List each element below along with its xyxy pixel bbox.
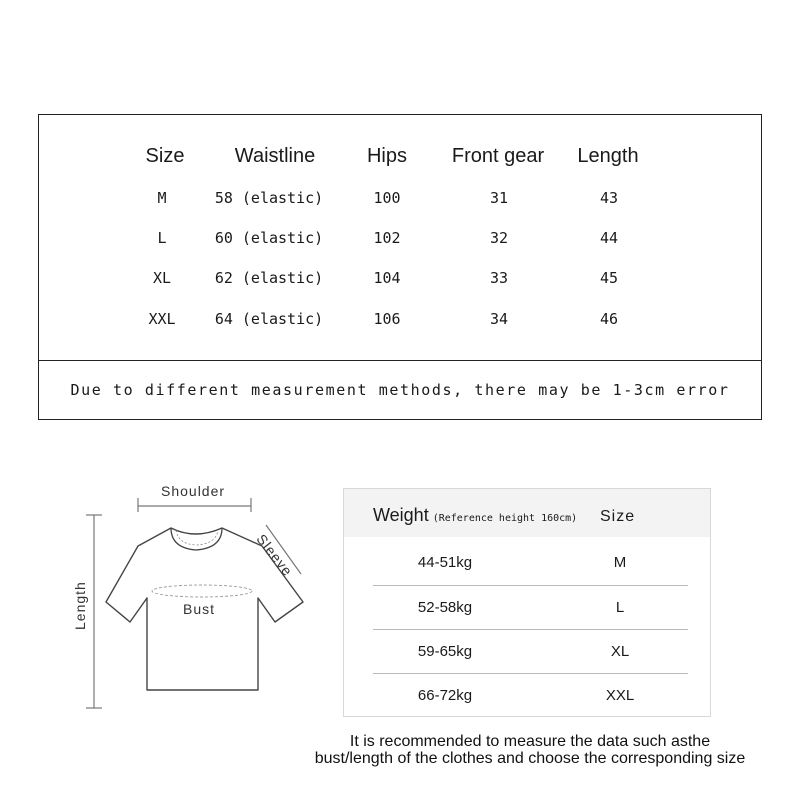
measurement-error-note: Due to different measurement methods, there may be 1-3cm error [70, 381, 730, 399]
size-value: L [615, 599, 625, 616]
cell-waistline: 64 (elastic) [214, 310, 324, 328]
size-chart-table [38, 114, 762, 420]
cell-size: XXL [148, 310, 176, 328]
header-length: Length [577, 145, 639, 167]
cell-front-gear: 31 [489, 189, 509, 207]
cell-hips: 102 [373, 229, 401, 247]
cell-length: 45 [599, 269, 619, 287]
reference-height-note: (Reference height 160cm) [432, 513, 578, 524]
header-size: Size [145, 145, 185, 167]
cell-size: L [157, 229, 167, 247]
header-waistline: Waistline [234, 145, 316, 167]
cell-front-gear: 32 [489, 229, 509, 247]
weight-range: 59-65kg [417, 643, 473, 660]
weight-table-header [344, 489, 710, 537]
header-hips: Hips [366, 145, 408, 167]
sleeve-label: Sleeve [253, 531, 297, 580]
size-header: Size [600, 508, 636, 525]
cell-front-gear: 34 [489, 310, 509, 328]
tshirt-outline-icon [70, 470, 330, 720]
table-row [373, 585, 688, 630]
weight-range: 66-72kg [417, 687, 473, 704]
weight-title-text: Weight [373, 505, 429, 525]
size-value: M [613, 554, 627, 571]
tshirt-diagram [70, 470, 330, 720]
weight-range: 52-58kg [417, 599, 473, 616]
shoulder-label: Shoulder [161, 483, 226, 499]
table-divider [39, 360, 761, 361]
cell-size: XL [152, 269, 172, 287]
cell-length: 43 [599, 189, 619, 207]
table-row [373, 629, 688, 674]
cell-hips: 100 [373, 189, 401, 207]
length-label: Length [72, 581, 88, 630]
table-row [373, 541, 688, 586]
size-value: XL [610, 643, 630, 660]
cell-waistline: 60 (elastic) [214, 229, 324, 247]
cell-hips: 106 [373, 310, 401, 328]
cell-hips: 104 [373, 269, 401, 287]
recommendation-line-2: bust/length of the clothes and choose the corresponding size [314, 750, 746, 767]
cell-size: M [157, 189, 167, 207]
size-value: XXL [605, 687, 635, 704]
cell-waistline: 62 (elastic) [214, 269, 324, 287]
weight-title [373, 505, 577, 526]
cell-length: 44 [599, 229, 619, 247]
weight-size-table [343, 488, 711, 717]
recommendation-line-1: It is recommended to measure the data such asthe [349, 733, 711, 750]
header-front-gear: Front gear [451, 145, 545, 167]
table-row [373, 673, 688, 717]
cell-length: 46 [599, 310, 619, 328]
weight-range: 44-51kg [417, 554, 473, 571]
cell-front-gear: 33 [489, 269, 509, 287]
bust-label: Bust [183, 601, 216, 617]
cell-waistline: 58 (elastic) [214, 189, 324, 207]
